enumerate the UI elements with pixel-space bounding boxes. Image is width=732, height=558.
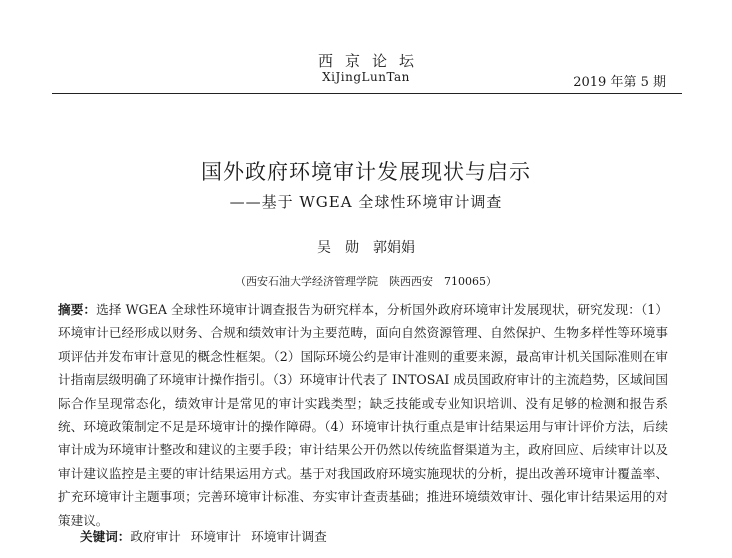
- article-authors: 吴 勋 郭娟娟: [317, 240, 415, 256]
- keyword-item: 环境审计调查: [251, 529, 327, 544]
- journal-name-cn: 西京论坛: [317, 52, 426, 70]
- journal-name-en: XiJingLunTan: [322, 70, 410, 84]
- issue-number: 2019 年第 5 期: [573, 75, 666, 90]
- keyword-item: 环境审计: [190, 529, 242, 544]
- author-affiliation: （西安石油大学经济管理学院 陕西西安 710065）: [235, 275, 497, 288]
- keyword-item: 政府审计: [130, 529, 181, 544]
- header-divider: [52, 93, 682, 94]
- keywords: [80, 527, 680, 547]
- abstract-label: 摘要：: [58, 302, 97, 317]
- abstract: [58, 298, 668, 532]
- article-title: 国外政府环境审计发展现状与启示: [201, 160, 531, 184]
- keywords-label: 关键词：: [80, 529, 131, 544]
- article-subtitle: ——基于 WGEA 全球性环境审计调查: [229, 193, 503, 211]
- abstract-text: 选择 WGEA 全球性环境审计调查报告为研究样本，分析国外政府环境审计发展现状，研究发现：（1）环境审计已经形成以财务、合规和绩效审计为主要范畴，面向自然资源管理、自然保护、生物多样性等环境事项评估并发布审计意见的概念性框架。（2）国际环境公约是审计准则的重要来源，最高审计机关国际准则在审计指南层级明确了环境审计操作指引。（3）环境审计代表了 INTOSAI 成员国政府审计的主流趋势，区域间国际合作呈现常态化，绩效审计是常见的审计实践类型；缺乏技能或专业知识培训、没有足够的检测和报告系统、环境政策制定不足是环境审计的操作障碍。（4）环境审计执行重点是审计结果运用与审计评价方法，后续审计成为环境审计整改和建议的主要手段；审计结果公开仍然以传统监督渠道为主，政府回应、后续审计以及审计建议监控是主要的审计结果运用方式。基于对我国政府环境实施现状的分析，提出改善环境审计覆盖率、扩充环境审计主题事项；完善环境审计标准、夯实审计查责基础；推进环境绩效审计、强化审计结果运用的对策建议。: [58, 302, 669, 528]
